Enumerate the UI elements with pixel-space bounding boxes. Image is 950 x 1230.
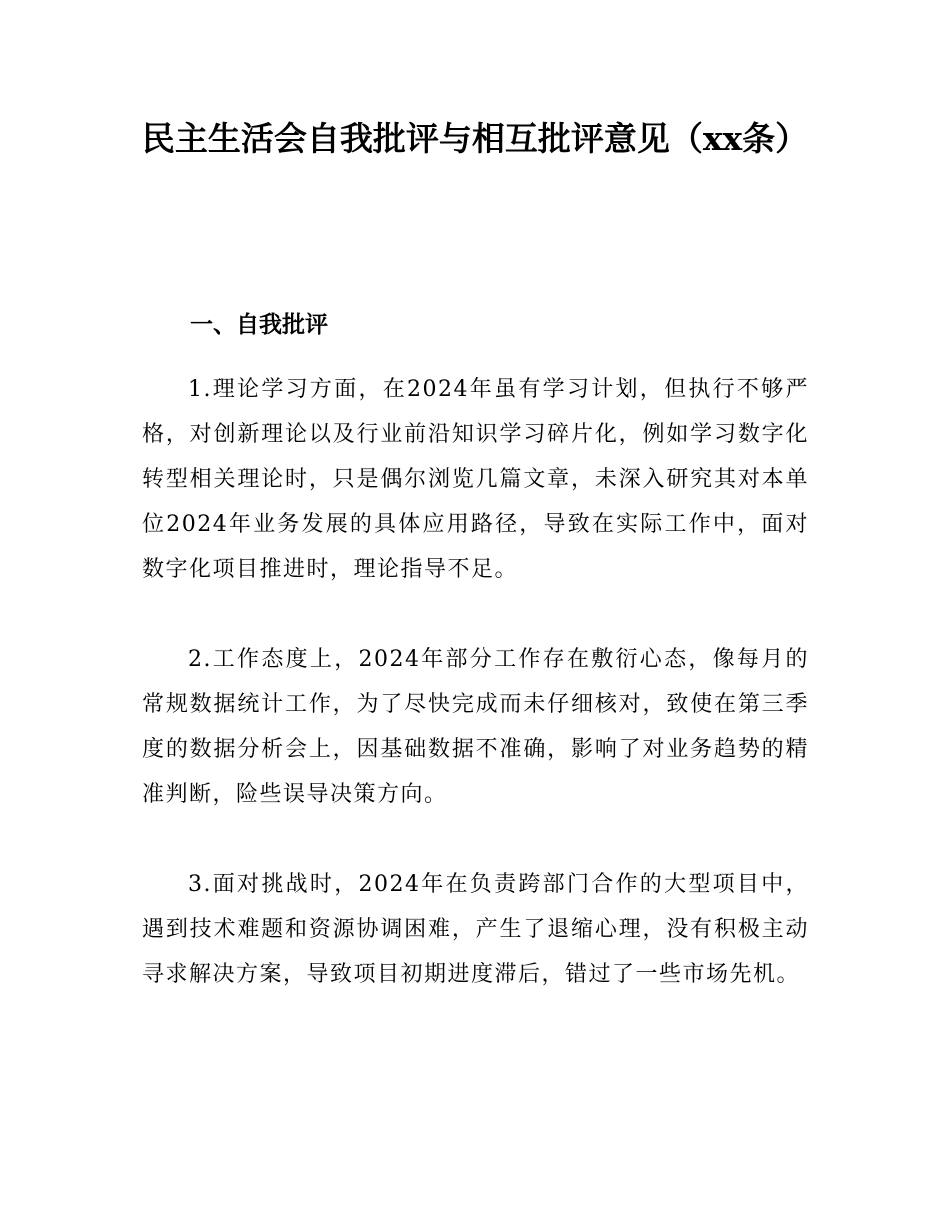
section-heading-self-criticism: 一、自我批评 — [190, 312, 328, 338]
paragraph-theory-study: 1.理论学习方面，在2024年虽有学习计划，但执行不够严格，对创新理论以及行业前沿知识学习碎片化，例如学习数字化转型相关理论时，只是偶尔浏览几篇文章，未深入研究其对本单位2024年业务发展的具体应用路径，导致在实际工作中，面对数字化项目推进时，理论指导不足。 — [142, 377, 809, 582]
paragraph-facing-challenges: 3.面对挑战时，2024年在负责跨部门合作的大型项目中，遇到技术难题和资源协调困难，产生了退缩心理，没有积极主动寻求解决方案，导致项目初期进度滞后，错过了一些市场先机。 — [142, 872, 809, 987]
document-title: 民主生活会自我批评与相互批评意见（xx条） — [141, 119, 809, 158]
paragraph-work-attitude: 2.工作态度上，2024年部分工作存在敷衍心态，像每月的常规数据统计工作，为了尽快完成而未仔细核对，致使在第三季度的数据分析会上，因基础数据不准确，影响了对业务趋势的精准判断，险些误导决策方向。 — [142, 647, 809, 807]
